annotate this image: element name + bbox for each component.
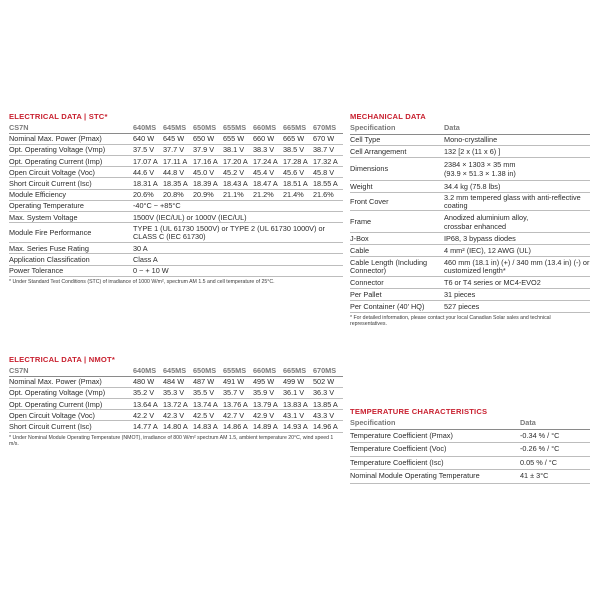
cell-value: 14.89 A (253, 422, 278, 432)
row-label: Cable (350, 246, 370, 256)
model-header: CS7N (9, 365, 29, 375)
stc-panel (9, 111, 343, 285)
cell-value: 14.83 A (193, 422, 218, 432)
cell-value: 2384 × 1303 × 35 mm (93.9 × 51.3 × 1.38 in) (444, 160, 516, 179)
table-row (350, 301, 590, 313)
mech-title: MECHANICAL DATA (350, 112, 426, 121)
cell-value: 14.93 A (283, 422, 308, 432)
table-row (9, 189, 343, 200)
mech-footnote: * For detailed information, please contact your local Canadian Solar sales and technical representatives. (350, 315, 551, 328)
cell-value: 18.47 A (253, 179, 278, 189)
cell-value: 640 W (133, 134, 155, 144)
cell-value: T6 or T4 series or MC4-EVO2 (444, 278, 541, 288)
table-row (350, 233, 590, 245)
cell-value: 45.6 V (283, 167, 305, 177)
row-label: Power Tolerance (9, 266, 64, 276)
cell-value: 18.31 A (133, 179, 158, 189)
cell-value: 13.74 A (193, 399, 218, 409)
table-row (350, 277, 590, 289)
cell-value: 13.64 A (133, 399, 158, 409)
row-label: Cell Arrangement (350, 147, 407, 157)
table-header (9, 122, 343, 133)
cell-value: 0.05 % / °C (520, 457, 557, 467)
cell-value: 17.24 A (253, 156, 278, 166)
table-row (9, 133, 343, 144)
cell-value: 17.32 A (313, 156, 338, 166)
column-header: 665MS (283, 365, 307, 375)
row-label: Frame (350, 216, 372, 226)
table-row (9, 200, 343, 211)
cell-value: 21.1% (223, 190, 244, 200)
row-label: Module Fire Performance (9, 228, 92, 238)
cell-value: 14.77 A (133, 422, 158, 432)
table-row (9, 376, 343, 387)
cell-value: -0.34 % / °C (520, 430, 560, 440)
table-row (350, 134, 590, 146)
row-label: Cable Length (Including Connector) (350, 257, 428, 275)
cell-value: 484 W (163, 377, 185, 387)
cell-value: 42.3 V (163, 410, 185, 420)
row-label: Per Pallet (350, 290, 382, 300)
cell-value: 13.85 A (313, 399, 338, 409)
table-row (9, 156, 343, 167)
cell-value: 31 pieces (444, 290, 476, 300)
cell-value: 17.28 A (283, 156, 308, 166)
table-row (350, 158, 590, 181)
cell-value: 36.3 V (313, 388, 335, 398)
row-label: Temperature Coefficient (Isc) (350, 457, 444, 467)
cell-value: 35.7 V (223, 388, 245, 398)
cell-value: 650 W (193, 134, 215, 144)
column-header: 660MS (253, 122, 277, 132)
cell-value: 38.3 V (253, 145, 275, 155)
cell-value: 4 mm² (IEC), 12 AWG (UL) (444, 246, 531, 256)
cell-value: 20.6% (133, 190, 154, 200)
cell-value: 18.51 A (283, 179, 308, 189)
cell-value: 480 W (133, 377, 155, 387)
cell-value: 34.4 kg (75.8 lbs) (444, 182, 501, 192)
cell-value: 132 [2 x (11 x 6) ] (444, 147, 501, 157)
cell-value: 13.72 A (163, 399, 188, 409)
table-row (350, 211, 590, 233)
table-row (9, 254, 343, 265)
cell-value: 13.79 A (253, 399, 278, 409)
row-label: Opt. Operating Current (Imp) (9, 399, 103, 409)
cell-value: Mono-crystalline (444, 135, 498, 145)
cell-value: 13.83 A (283, 399, 308, 409)
table-row (9, 144, 343, 155)
table-row (350, 289, 590, 301)
table-row (9, 212, 343, 223)
cell-value: 43.1 V (283, 410, 305, 420)
cell-value: 487 W (193, 377, 215, 387)
table-row (350, 146, 590, 158)
cell-value: 13.76 A (223, 399, 248, 409)
row-label: Short Circuit Current (Isc) (9, 179, 92, 189)
nmot-footnote: * Under Nominal Module Operating Temperature (NMOT), irradiance of 800 W/m² spectrum AM 1.5, ambient temperature 20°C, wind speed 1 m/s. (9, 434, 334, 447)
cell-value: 20.8% (163, 190, 184, 200)
cell-value: 38.1 V (223, 145, 245, 155)
row-label: Operating Temperature (9, 201, 84, 211)
temp-table (350, 417, 590, 484)
spec-header: Specification (350, 418, 396, 428)
cell-value: 35.2 V (133, 388, 155, 398)
table-row (350, 456, 590, 470)
mech-panel (350, 111, 590, 328)
cell-value: 38.5 V (283, 145, 305, 155)
table-row (350, 181, 590, 193)
row-label: Opt. Operating Voltage (Vmp) (9, 388, 106, 398)
row-label: Opt. Operating Current (Imp) (9, 156, 103, 166)
column-header: 650MS (193, 122, 217, 132)
cell-value: 17.20 A (223, 156, 248, 166)
cell-value: 527 pieces (444, 302, 480, 312)
cell-value: 17.11 A (163, 156, 188, 166)
cell-value: 45.8 V (313, 167, 335, 177)
cell-value: 37.7 V (163, 145, 185, 155)
table-row (350, 245, 590, 257)
cell-value: 18.39 A (193, 179, 218, 189)
row-label: Temperature Coefficient (Voc) (350, 444, 447, 454)
cell-value: 502 W (313, 377, 335, 387)
row-label: Max. System Voltage (9, 212, 78, 222)
stc-footnote: * Under Standard Test Conditions (STC) of irradiance of 1000 W/m², spectrum AM 1.5 and cell temperature of 25°C. (9, 278, 275, 285)
cell-value: 20.9% (193, 190, 214, 200)
table-header (350, 417, 590, 429)
column-header: 645MS (163, 122, 187, 132)
row-label: Cell Type (350, 135, 381, 145)
table-row (9, 167, 343, 178)
stc-title: ELECTRICAL DATA | STC* (9, 112, 108, 121)
cell-value: 18.43 A (223, 179, 248, 189)
cell-value: 43.3 V (313, 410, 335, 420)
cell-value: 35.5 V (193, 388, 215, 398)
column-header: 645MS (163, 365, 187, 375)
cell-value: 660 W (253, 134, 275, 144)
row-label: Nominal Max. Power (Pmax) (9, 377, 102, 387)
cell-value: 17.07 A (133, 156, 158, 166)
data-header: Data (520, 418, 536, 428)
cell-value: 18.55 A (313, 179, 338, 189)
cell-value: 37.9 V (193, 145, 215, 155)
row-label: J-Box (350, 234, 369, 244)
table-row (9, 243, 343, 254)
cell-value: 42.5 V (193, 410, 215, 420)
cell-value: 499 W (283, 377, 305, 387)
column-header: 665MS (283, 122, 307, 132)
cell-value: -0.26 % / °C (520, 444, 560, 454)
cell-value: TYPE 1 (UL 61730 1500V) or TYPE 2 (UL 61730 1000V) or CLASS C (IEC 61730) (133, 223, 325, 241)
row-label: Open Circuit Voltage (Voc) (9, 167, 95, 177)
data-header: Data (444, 123, 460, 133)
row-label: Dimensions (350, 164, 389, 174)
cell-value: 21.2% (253, 190, 274, 200)
column-header: 655MS (223, 365, 247, 375)
cell-value: 495 W (253, 377, 275, 387)
cell-value: 665 W (283, 134, 305, 144)
cell-value: 35.3 V (163, 388, 185, 398)
row-label: Front Cover (350, 196, 389, 206)
cell-value: 38.7 V (313, 145, 335, 155)
column-header: 670MS (313, 122, 337, 132)
column-header: 640MS (133, 122, 157, 132)
column-header: 650MS (193, 365, 217, 375)
cell-value: 21.4% (283, 190, 304, 200)
cell-value: 36.1 V (283, 388, 305, 398)
table-header (350, 122, 590, 134)
cell-value: 37.5 V (133, 145, 155, 155)
cell-value: 645 W (163, 134, 185, 144)
cell-value: 14.86 A (223, 422, 248, 432)
cell-value: 460 mm (18.1 in) (+) / 340 mm (13.4 in) (-) or customized length* (444, 257, 590, 275)
cell-value: 0 ~ + 10 W (133, 266, 169, 276)
cell-value: 1500V (IEC/UL) or 1000V (IEC/UL) (133, 212, 247, 222)
cell-value: 42.7 V (223, 410, 245, 420)
row-label: Weight (350, 182, 373, 192)
cell-value: 670 W (313, 134, 335, 144)
row-label: Module Efficiency (9, 190, 67, 200)
table-row (350, 470, 590, 484)
cell-value: 42.9 V (253, 410, 275, 420)
cell-value: IP68, 3 bypass diodes (444, 234, 516, 244)
cell-value: 491 W (223, 377, 245, 387)
table-row (350, 193, 590, 211)
row-label: Open Circuit Voltage (Voc) (9, 410, 95, 420)
column-header: 655MS (223, 122, 247, 132)
nmot-panel (9, 354, 343, 447)
cell-value: 21.6% (313, 190, 334, 200)
temp-title: TEMPERATURE CHARACTERISTICS (350, 407, 488, 416)
cell-value: 30 A (133, 243, 148, 253)
row-label: Opt. Operating Voltage (Vmp) (9, 145, 106, 155)
spec-header: Specification (350, 123, 396, 133)
row-label: Temperature Coefficient (Pmax) (350, 430, 453, 440)
stc-table (9, 122, 343, 277)
cell-value: 44.8 V (163, 167, 185, 177)
table-row (9, 421, 343, 432)
cell-value: Anodized aluminium alloy, crossbar enhanced (444, 212, 529, 231)
cell-value: 14.80 A (163, 422, 188, 432)
table-row (9, 399, 343, 410)
row-label: Application Classification (9, 254, 90, 264)
row-label: Nominal Module Operating Temperature (350, 471, 480, 481)
table-row (350, 429, 590, 443)
cell-value: 17.16 A (193, 156, 218, 166)
row-label: Per Container (40' HQ) (350, 302, 425, 312)
cell-value: 3.2 mm tempered glass with anti-reflective coating (444, 192, 581, 210)
table-row (9, 387, 343, 398)
cell-value: 45.2 V (223, 167, 245, 177)
table-row (9, 410, 343, 421)
cell-value: 18.35 A (163, 179, 188, 189)
column-header: 640MS (133, 365, 157, 375)
cell-value: 35.9 V (253, 388, 275, 398)
model-header: CS7N (9, 122, 29, 132)
table-row (350, 443, 590, 457)
temp-panel (350, 406, 590, 484)
cell-value: 45.0 V (193, 167, 215, 177)
row-label: Nominal Max. Power (Pmax) (9, 134, 102, 144)
cell-value: 45.4 V (253, 167, 275, 177)
mech-table (350, 122, 590, 313)
column-header: 660MS (253, 365, 277, 375)
row-label: Connector (350, 278, 384, 288)
row-label: Short Circuit Current (Isc) (9, 422, 92, 432)
cell-value: 42.2 V (133, 410, 155, 420)
cell-value: 44.6 V (133, 167, 155, 177)
cell-value: -40°C ~ +85°C (133, 201, 181, 211)
cell-value: 14.96 A (313, 422, 338, 432)
table-row (9, 178, 343, 189)
cell-value: Class A (133, 254, 158, 264)
table-row (350, 257, 590, 277)
table-header (9, 365, 343, 376)
row-label: Max. Series Fuse Rating (9, 243, 89, 253)
cell-value: 655 W (223, 134, 245, 144)
cell-value: 41 ± 3°C (520, 471, 549, 481)
column-header: 670MS (313, 365, 337, 375)
nmot-title: ELECTRICAL DATA | NMOT* (9, 355, 115, 364)
table-row (9, 223, 343, 243)
nmot-table (9, 365, 343, 433)
table-row (9, 265, 343, 276)
